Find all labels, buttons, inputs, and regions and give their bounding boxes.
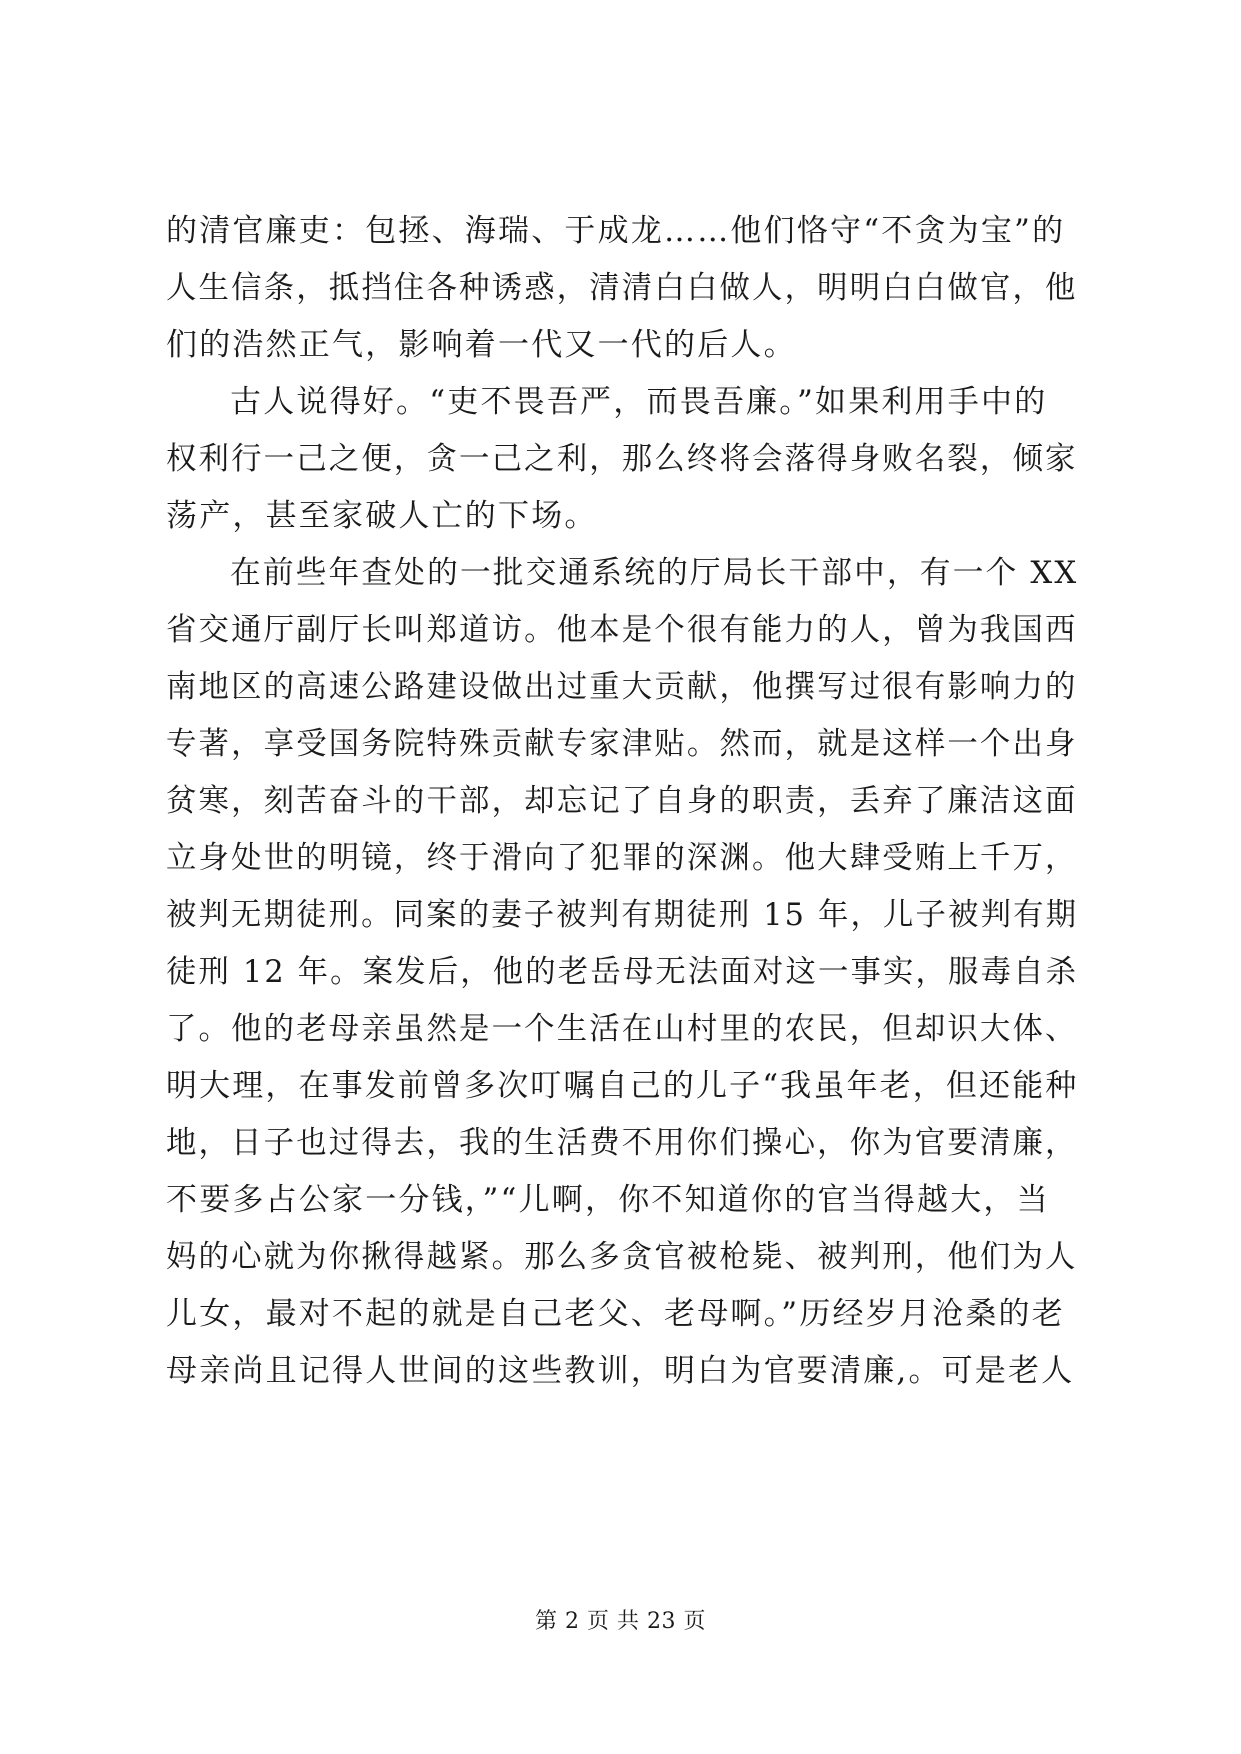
text-line: 人生信条，抵挡住各种诱惑，清清白白做人，明明白白做官，他: [166, 270, 1078, 306]
text-line: 南地区的高速公路建设做出过重大贡献，他撰写过很有影响力的: [166, 669, 1078, 705]
paragraph-first-line: 古人说得好。“吏不畏吾严，而畏吾廉。”如果利用手中的: [230, 384, 1048, 420]
text-line: 不要多占公家一分钱，”“儿啊，你不知道你的官当得越大，当: [166, 1182, 1050, 1218]
text-line: 地，日子也过得去，我的生活费不用你们操心，你为官要清廉，: [166, 1125, 1078, 1161]
text-line: 的清官廉吏：包拯、海瑞、于成龙……他们恪守“不贪为宝”的: [166, 213, 1066, 249]
text-line: 了。他的老母亲虽然是一个生活在山村里的农民，但却识大体、: [166, 1011, 1078, 1047]
text-line: 母亲尚且记得人世间的这些教训，明白为官要清廉,。可是老人: [166, 1353, 1075, 1389]
paragraph-first-line: 在前些年查处的一批交通系统的厅局长干部中，有一个 XX: [230, 555, 1079, 591]
text-line: 妈的心就为你揪得越紧。那么多贪官被枪毙、被判刑，他们为人: [166, 1239, 1078, 1275]
text-line: 贫寒，刻苦奋斗的干部，却忘记了自身的职责，丢弃了廉洁这面: [166, 783, 1078, 819]
text-line: 省交通厅副厅长叫郑道访。他本是个很有能力的人，曾为我国西: [166, 612, 1078, 648]
page-number-footer: 第 2 页 共 23 页: [535, 1609, 706, 1634]
text-line: 们的浩然正气，影响着一代又一代的后人。: [166, 327, 797, 363]
text-line: 明大理，在事发前曾多次叮嘱自己的儿子“我虽年老，但还能种: [166, 1068, 1079, 1104]
text-line: 徒刑 12 年。案发后，他的老岳母无法面对这一事实，服毒自杀: [166, 954, 1079, 990]
text-line: 荡产，甚至家破人亡的下场。: [166, 498, 598, 534]
text-line: 儿女，最对不起的就是自己老父、老母啊。”历经岁月沧桑的老: [166, 1296, 1065, 1332]
text-line: 权利行一己之便，贪一己之利，那么终将会落得身败名裂，倾家: [166, 441, 1078, 477]
text-line: 立身处世的明镜，终于滑向了犯罪的深渊。他大肆受贿上千万，: [166, 840, 1078, 876]
text-line: 专著，享受国务院特殊贡献专家津贴。然而，就是这样一个出身: [166, 726, 1078, 762]
text-line: 被判无期徒刑。同案的妻子被判有期徒刑 15 年，儿子被判有期: [166, 897, 1079, 933]
